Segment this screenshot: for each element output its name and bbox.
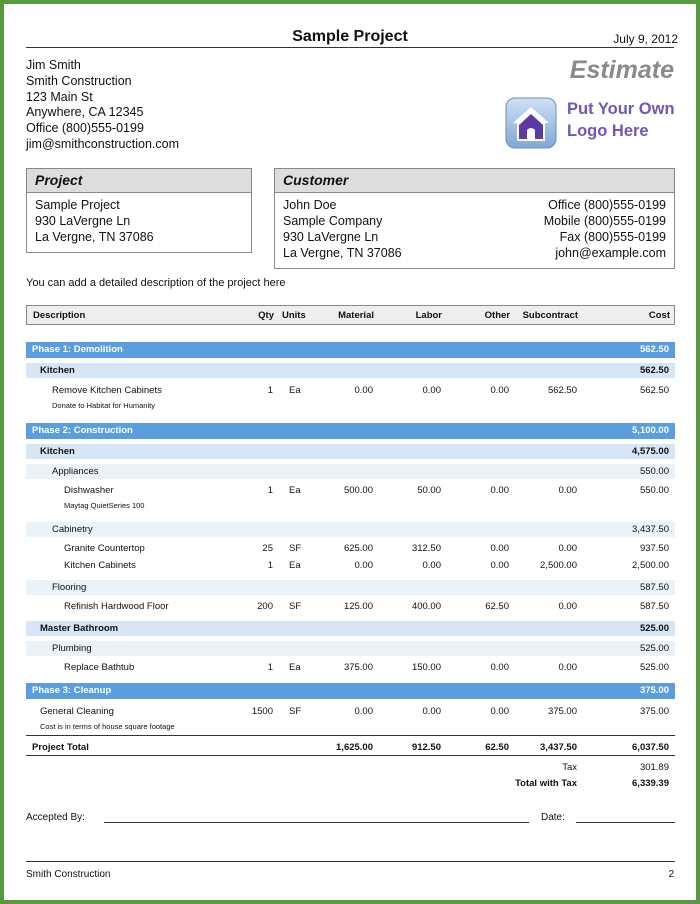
col-qty: Qty: [258, 310, 274, 321]
labor-cell: 0.00: [422, 560, 441, 571]
house-logo-icon: [505, 97, 557, 149]
cost-cell: 375.00: [639, 706, 669, 717]
material-cell: 500.00: [343, 485, 373, 496]
group-row: [26, 464, 675, 479]
material-cell: 375.00: [343, 662, 373, 673]
labor-cell: 0.00: [422, 385, 441, 396]
group-row: [26, 580, 675, 595]
logo-placeholder: [567, 98, 675, 142]
project-box-title: Project: [27, 169, 251, 193]
cost-cell: 375.00: [639, 685, 669, 696]
subcontract-cell: 0.00: [558, 662, 577, 673]
total-with-tax-row: [26, 776, 675, 791]
description-cell: Cabinetry: [52, 524, 93, 535]
cost-cell: 525.00: [639, 643, 669, 654]
tax-label: Tax: [562, 762, 577, 773]
total-labor: 912.50: [411, 742, 441, 753]
page-title: Sample Project: [292, 28, 408, 45]
description-cell: Kitchen: [40, 446, 75, 457]
contractor-company: Smith Construction: [26, 73, 132, 88]
phase-row: [26, 683, 675, 699]
project-name: Sample Project: [35, 198, 120, 212]
col-material: Material: [338, 310, 374, 321]
project-description: You can add a detailed description of the project here: [26, 277, 286, 289]
qty-cell: 1: [267, 662, 273, 673]
date-signature-line[interactable]: [576, 822, 675, 823]
other-cell: 0.00: [490, 485, 509, 496]
other-cell: 0.00: [490, 560, 509, 571]
qty-cell: 200: [257, 601, 273, 612]
subcontract-cell: 0.00: [558, 601, 577, 612]
description-cell: Flooring: [52, 582, 87, 593]
customer-city: La Vergne, TN 37086: [283, 246, 402, 260]
qty-cell: 1500: [251, 706, 273, 717]
table-row: [26, 558, 675, 573]
other-cell: 0.00: [490, 543, 509, 554]
footer-company: Smith Construction: [26, 869, 111, 880]
material-cell: 0.00: [354, 385, 373, 396]
logo-text-line1: Put Your Own: [567, 100, 675, 118]
contractor-street: 123 Main St: [26, 89, 93, 104]
phase-row: [26, 423, 675, 439]
qty-cell: 25: [262, 543, 273, 554]
cost-cell: 937.50: [639, 543, 669, 554]
cost-cell: 587.50: [639, 601, 669, 612]
cost-cell: 550.00: [639, 466, 669, 477]
signature-line[interactable]: [104, 822, 529, 823]
cost-cell: 4,575.00: [632, 446, 669, 457]
description-cell: Remove Kitchen Cabinets: [52, 385, 162, 396]
material-cell: 125.00: [343, 601, 373, 612]
description-cell: Cost is in terms of house square footage: [40, 722, 175, 731]
customer-company: Sample Company: [283, 214, 383, 228]
other-cell: 0.00: [490, 662, 509, 673]
logo-text-line2: Logo Here: [567, 122, 649, 140]
description-cell: Replace Bathtub: [64, 662, 135, 673]
header-divider: [26, 47, 674, 48]
description-cell: Phase 3: Cleanup: [32, 685, 112, 696]
group-row: [26, 444, 675, 459]
labor-cell: 400.00: [411, 601, 441, 612]
cost-cell: 550.00: [639, 485, 669, 496]
contractor-email: jim@smithconstruction.com: [26, 136, 180, 151]
col-units: Units: [282, 310, 306, 321]
cost-cell: 3,437.50: [632, 524, 669, 535]
subcontract-cell: 0.00: [558, 543, 577, 554]
total-cost: 6,037.50: [632, 742, 669, 753]
labor-cell: 312.50: [411, 543, 441, 554]
material-cell: 0.00: [354, 706, 373, 717]
qty-cell: 1: [267, 485, 273, 496]
table-row: [26, 704, 675, 719]
customer-office-phone: Office (800)555-0199: [548, 198, 666, 212]
customer-mobile-phone: Mobile (800)555-0199: [543, 214, 666, 228]
description-cell: Master Bathroom: [40, 623, 119, 634]
project-total-row: [26, 740, 675, 755]
description-cell: Granite Countertop: [64, 543, 145, 554]
item-note: [26, 721, 675, 734]
qty-cell: 1: [267, 560, 273, 571]
contractor-phone: Office (800)555-0199: [26, 121, 144, 136]
customer-name: John Doe: [283, 198, 337, 212]
col-cost: Cost: [648, 310, 670, 321]
total-with-tax-value: 6,339.39: [632, 778, 669, 789]
labor-cell: 0.00: [422, 706, 441, 717]
col-description: Description: [33, 310, 86, 321]
phase-row: [26, 342, 675, 358]
table-row: [26, 541, 675, 556]
description-cell: Refinish Hardwood Floor: [64, 601, 169, 612]
subcontract-cell: 562.50: [547, 385, 577, 396]
customer-box: [274, 168, 675, 269]
other-cell: 0.00: [490, 385, 509, 396]
project-total-label: Project Total: [32, 742, 89, 753]
description-cell: Kitchen: [40, 365, 75, 376]
tax-row: [26, 760, 675, 775]
other-cell: 62.50: [485, 601, 509, 612]
cost-cell: 562.50: [639, 365, 669, 376]
table-row: [26, 599, 675, 614]
total-material: 1,625.00: [336, 742, 373, 753]
total-other: 62.50: [485, 742, 509, 753]
description-cell: Kitchen Cabinets: [64, 560, 136, 571]
units-cell: SF: [289, 706, 302, 717]
description-cell: Phase 1: Demolition: [32, 344, 123, 355]
description-cell: Dishwasher: [64, 485, 114, 496]
total-divider: [26, 735, 675, 736]
cost-cell: 525.00: [639, 662, 669, 673]
project-box: [26, 168, 252, 253]
document-type: Estimate: [569, 56, 674, 84]
cost-cell: 562.50: [639, 344, 669, 355]
subcontract-cell: 375.00: [547, 706, 577, 717]
units-cell: SF: [289, 601, 302, 612]
customer-address: [283, 197, 402, 261]
other-cell: 0.00: [490, 706, 509, 717]
accepted-by-label: Accepted By:: [26, 812, 85, 823]
col-other: Other: [484, 310, 510, 321]
table-row: [26, 660, 675, 675]
customer-email: john@example.com: [555, 246, 666, 260]
cost-cell: 562.50: [639, 385, 669, 396]
total-underline: [26, 755, 675, 756]
units-cell: Ea: [289, 560, 301, 571]
contractor-city: Anywhere, CA 12345: [26, 105, 144, 120]
tax-value: 301.89: [639, 762, 669, 773]
customer-fax: Fax (800)555-0199: [559, 230, 666, 244]
subcontract-cell: 2,500.00: [540, 560, 577, 571]
qty-cell: 1: [267, 385, 273, 396]
estimate-page: [4, 4, 696, 900]
project-box-body: [27, 193, 251, 249]
group-row: [26, 621, 675, 636]
material-cell: 625.00: [343, 543, 373, 554]
cost-cell: 587.50: [639, 582, 669, 593]
description-cell: Donate to Habitat for Humanity: [52, 401, 155, 410]
col-subcontract: Subcontract: [522, 310, 578, 321]
estimate-date: July 9, 2012: [613, 32, 678, 46]
labor-cell: 150.00: [411, 662, 441, 673]
group-row: [26, 641, 675, 656]
description-cell: General Cleaning: [40, 706, 114, 717]
units-cell: Ea: [289, 662, 301, 673]
date-label: Date:: [541, 812, 565, 823]
project-city: La Vergne, TN 37086: [35, 230, 154, 244]
project-street: 930 LaVergne Ln: [35, 214, 131, 228]
cost-cell: 5,100.00: [632, 425, 669, 436]
units-cell: Ea: [289, 485, 301, 496]
customer-street: 930 LaVergne Ln: [283, 230, 379, 244]
table-header: [26, 305, 675, 325]
page-number: 2: [668, 869, 674, 880]
description-cell: Plumbing: [52, 643, 92, 654]
description-cell: Phase 2: Construction: [32, 425, 133, 436]
item-note: [26, 400, 675, 413]
customer-box-title: Customer: [275, 169, 674, 193]
units-cell: SF: [289, 543, 302, 554]
total-with-tax-label: Total with Tax: [515, 778, 577, 789]
contractor-info: [26, 58, 179, 153]
description-cell: Appliances: [52, 466, 99, 477]
group-row: [26, 363, 675, 378]
col-labor: Labor: [415, 310, 442, 321]
cost-cell: 525.00: [639, 623, 669, 634]
customer-contacts: [544, 197, 666, 261]
material-cell: 0.00: [354, 560, 373, 571]
total-subcontract: 3,437.50: [540, 742, 577, 753]
table-row: [26, 383, 675, 398]
labor-cell: 50.00: [417, 485, 441, 496]
footer-divider: [26, 861, 675, 862]
subcontract-cell: 0.00: [558, 485, 577, 496]
units-cell: Ea: [289, 385, 301, 396]
item-note: [26, 500, 675, 513]
cost-cell: 2,500.00: [632, 560, 669, 571]
contractor-name: Jim Smith: [26, 58, 81, 72]
description-cell: Maytag QuietSeries 100: [64, 501, 145, 510]
group-row: [26, 522, 675, 537]
table-row: [26, 483, 675, 498]
